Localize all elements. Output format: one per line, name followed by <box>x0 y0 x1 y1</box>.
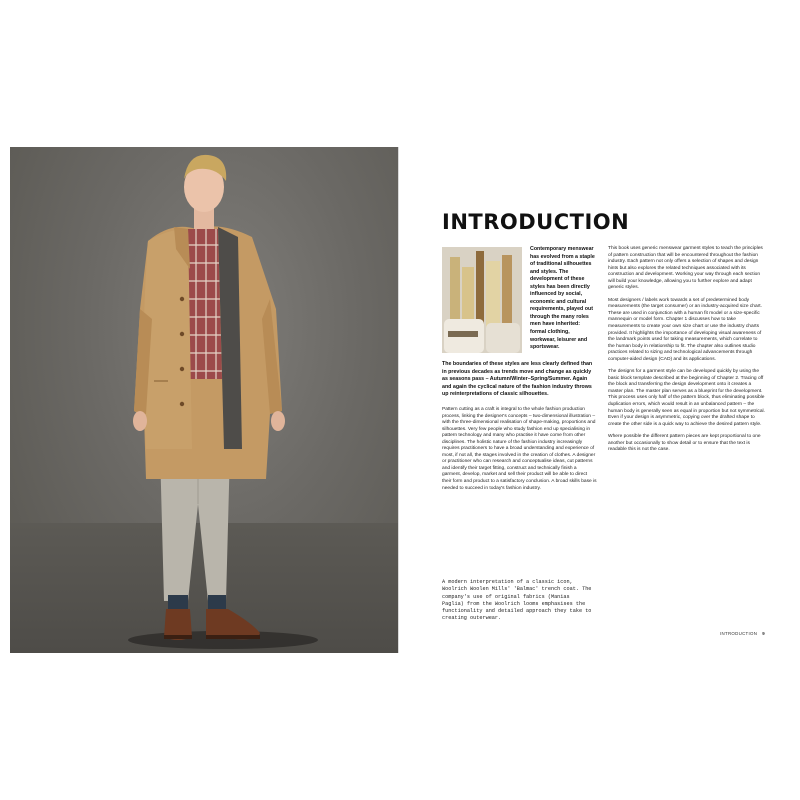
pattern-rulers-photo <box>442 247 522 353</box>
body-paragraph: Most designers / labels work towards a set of predetermined body measurements (the target consumer) or an industry-acquired size chart. These are used in conjunction with a human fit model or a size-specific mannequin or model form. Chapter 1 discusses how to take measurements to create your own size chart or use the industry charts provided. It highlights the importance of developing visual awareness of the landmark points used for taking measurements, which correlate to the human body in relationship to fit. The chapter also outlines studio practices related to sizing and technological advancements through computer-aided design (CAD) and its applications. <box>608 297 762 362</box>
page-footer <box>720 631 765 636</box>
body-paragraph: The designs for a garment style can be developed quickly by using the basic block template described at the beginning of Chapter 2. Tracing off the block and transferring the design development onto it creates a master plan. The master plan serves as a blueprint for the development. This process uses only half of the pattern block, thus eliminating possible duplication errors, which would result in an unbalanced pattern – the human body is generally seen as equal in proportion but not symmetrical. Even if your design is asymmetric, copying over the drafted shape to create the other side is a quick way to achieve the desired pattern style. <box>608 369 765 427</box>
body-column-left <box>442 407 597 498</box>
text-page <box>398 147 791 653</box>
body-paragraph: Where possible the different pattern pieces are kept proportional to one another but occasionally to show detail or to ensure that the text is readable this is not the case. <box>608 434 761 453</box>
lead-paragraph-continued: The boundaries of these styles are less clearly defined than in previous decades as trends move and change as quickly as seasons pass – Autumn/Winter–Spring/Summer. Again and again the cyclical nature of the fashion industry throws up reinterpretations of classic silhouettes. <box>442 361 593 398</box>
photo-caption: A modern interpretation of a classic icon, Woolrich Woolen Mills' 'Balmac' trench coat. The company's use of original fabrics (Manias Paglia) from the Woolrich looms emphasises the functionality and detailed approach they take to creating outerwear. <box>442 579 592 622</box>
folio-label: INTRODUCTION <box>719 631 758 636</box>
body-paragraph: This book uses generic menswear garment styles to teach the principles of pattern construction that will be encountered throughout the fashion industry. Each pattern not only offers a selection of shapes and design hints but also explores the related techniques associated with its construction and development. Working your way through each section will build your knowledge, allowing you to further explore and adapt generic styles. <box>608 246 763 291</box>
fashion-photo <box>10 147 398 653</box>
lead-paragraph: Contemporary menswear has evolved from a staple of traditional silhouettes and styles. The development of these styles has been directly influenced by social, economic and cultural requirements, played out through the many roles men have inherited: formal clothing, workwear, leisurer and sportswear. <box>530 246 595 351</box>
book-spread <box>10 147 790 653</box>
model-figure <box>118 149 298 649</box>
body-paragraph: Pattern cutting as a craft is integral to the whole fashion production process, linking the designer's concepts – two-dimensional illustration – with the three-dimensional realisation of shape-making, proportions and silhouettes. Very few people who study fashion end up specialising in pattern technology and many who practise it have come from other disciplines. The holistic nature of the fashion industry increasingly requires practitioners to have a broad understanding and experience of most, if not all, the stages involved in the creation of clothes. A designer or practitioner who can research and conceptualise ideas, cut patterns and identify their target fitting, construct and technically finish a garment, develop, market and sell their product will be able to direct their form and product to a satisfactory conclusion. A broad skills base is needed to succeed in today's fashion industry. <box>442 407 597 491</box>
page-number: 9 <box>762 631 765 636</box>
body-column-right <box>608 246 765 460</box>
page-title: INTRODUCTION <box>442 210 630 234</box>
